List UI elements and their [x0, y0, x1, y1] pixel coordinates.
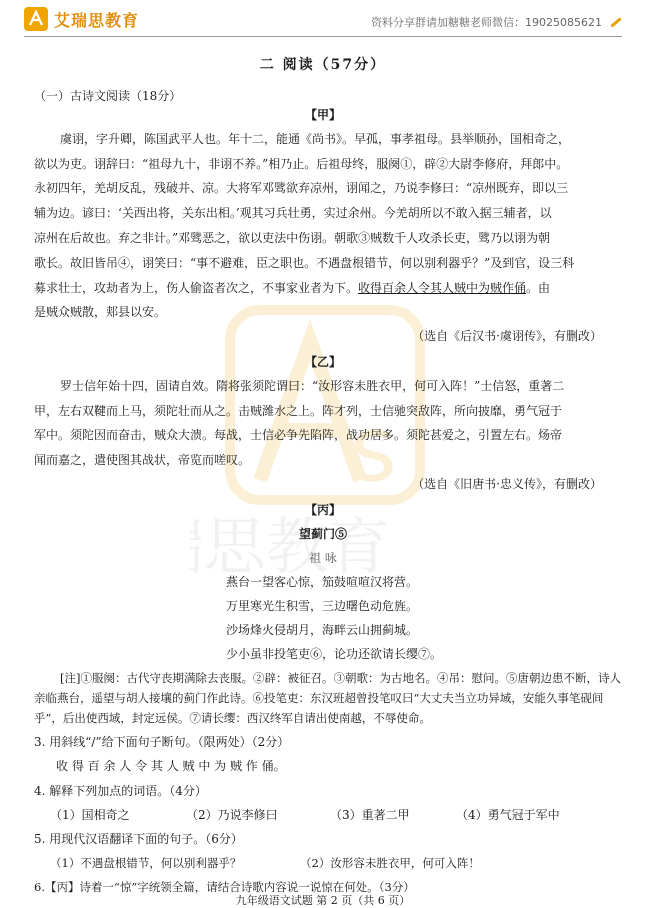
jia-line-4: 辅为边。谚曰：‘关西出将，关东出相。’观其习兵壮勇，实过余州。今羌胡所以不敢入据三辅者，以	[34, 206, 552, 220]
question-3-sentence: 收 得 百 余 人 令 其 人 贼 中 为 贼 作 俑。	[56, 759, 286, 773]
question-4-item-3: （3）重著二甲	[330, 808, 410, 822]
page-footer: 九年级语文试题 第 2 页（共 6 页）	[235, 894, 411, 907]
question-4-item-1: （1）国相奇之	[50, 808, 130, 822]
poem-author: 祖 咏	[309, 551, 337, 565]
poem-line-3: 沙场烽火侵胡月，海畔云山拥蓟城。	[226, 623, 419, 637]
contact-text: 资料分享群请加糖糖老师微信：19025085621	[371, 16, 602, 29]
watermark-text: 思教育	[204, 510, 391, 580]
jia-line-6: 歌长。故旧皆吊④，诩笑曰：“事不避难，臣之职也。不遇盘根错节，何以别利器乎？”及到官，设三科	[34, 256, 575, 270]
svg-text:s: s	[350, 397, 397, 502]
jia-line-7-a: 募求壮士，攻劫者为上，伤人偷盗者次之，不事家业者为下。	[34, 281, 359, 295]
question-3: 3. 用斜线“/”给下面句子断句。（限两处）（2分）	[34, 735, 290, 749]
question-4-item-2: （2）乃说李修曰	[186, 808, 278, 822]
yi-line-2: 甲，左右双鞬而上马，须陀壮而从之。击贼潍水之上。阵才列，士信驰突敌阵，所向披靡，勇气冠于	[34, 404, 563, 418]
poem-title: 望蓟门⑤	[298, 527, 347, 541]
jia-line-2: 欲以为吏。诩辞曰：“祖母九十，非诩不养。”相乃止。后祖母终，服阕①，辟②大尉李修府，拜郎中。	[34, 157, 569, 171]
note-line-1: [注]①服阕：古代守丧期满除去丧服。②辟：被征召。③朝歌：为古地名。④吊：慰问。⑤唐朝边患不断，诗人	[60, 671, 621, 685]
question-5: 5. 用现代汉语翻译下面的句子。（6分）	[34, 832, 243, 846]
jia-source: （选自《后汉书·虞诩传》，有删改）	[412, 329, 602, 343]
yi-line-4: 闻而嘉之，遣使图其战状，帝览而嗟叹。	[34, 453, 251, 467]
yi-source: （选自《旧唐书·忠义传》，有删改）	[412, 477, 602, 491]
header-divider	[24, 36, 622, 37]
jia-line-7	[34, 276, 550, 301]
note-line-3: 乎”，后出使西域，封定远侯。⑦请长缨：西汉终军自请出使南越，不辱使命。	[34, 711, 431, 725]
question-5-item-1: （1）不遇盘根错节，何以别利器乎？	[50, 856, 242, 870]
jia-line-7-b: 。由	[526, 281, 551, 295]
jia-line-5: 凉州在后故也。弃之非计。”邓骘恶之，欲以吏法中伤诩。朝歌③贼数千人攻杀长吏，骘乃以诩为朝	[34, 231, 551, 245]
poem-line-2: 万里寒光生积雪，三边曙色动危旌。	[226, 599, 419, 613]
note-line-2: 亲临燕台，遥望与胡人接壤的蓟门作此诗。⑥投笔吏：东汉班超曾投笔叹曰“大丈夫当立功异域，安能久事笔砚间	[34, 691, 604, 705]
bing-label: 【丙】	[304, 503, 341, 517]
pencil-icon	[610, 17, 621, 27]
question-5-item-2: （2）汝形容未胜衣甲，何可入阵！	[300, 856, 480, 870]
section-title: 二 阅读（57分）	[259, 57, 387, 73]
header-contact	[371, 14, 622, 30]
brand-logo-icon	[24, 7, 48, 31]
question-4-item-4: （4）勇气冠于军中	[456, 808, 560, 822]
part-heading: （一）古诗文阅读（18分）	[34, 89, 182, 103]
brand-name: 艾瑞思教育	[54, 10, 140, 30]
yi-line-1: 罗士信年始十四，固请自效。隋将张须陀谓曰：“汝形容未胜衣甲，何可入阵！”士信怒，重著二	[60, 379, 565, 393]
poem-line-1: 燕台一望客心惊，笳鼓喧喧汉将营。	[226, 575, 419, 589]
jia-line-1: 虞诩，字升卿，陈国武平人也。年十二，能通《尚书》。早孤，事孝祖母。县举顺孙，国相奇之，	[60, 132, 571, 146]
question-6: 6.【丙】诗着一“惊”字统领全篇，请结合诗歌内容说一说惊在何处。（3分）	[34, 880, 415, 894]
poem-line-4: 少小虽非投笔吏⑥，论功还欲请长缨⑦。	[226, 647, 443, 661]
jia-line-8: 是贼众贼散，郏县以安。	[34, 305, 167, 319]
brand-logo	[24, 6, 139, 32]
jia-line-3: 永初四年，羌胡反乱，残破并、凉。大将军邓骘欲弃凉州，诩闻之，乃说李修曰：“凉州既弃，即以三	[34, 181, 569, 195]
yi-label: 【乙】	[304, 355, 341, 369]
jia-label: 【甲】	[304, 108, 341, 122]
jia-underlined-sentence: 收得百余人令其人贼中为贼作俑	[358, 281, 527, 295]
question-4: 4. 解释下列加点的词语。（4分）	[34, 784, 207, 798]
yi-line-3: 军中。须陀因而奋击，贼众大溃。每战，士信必争先陷阵，战功居多。须陀甚爱之，引置左右。炀帝	[34, 428, 563, 442]
